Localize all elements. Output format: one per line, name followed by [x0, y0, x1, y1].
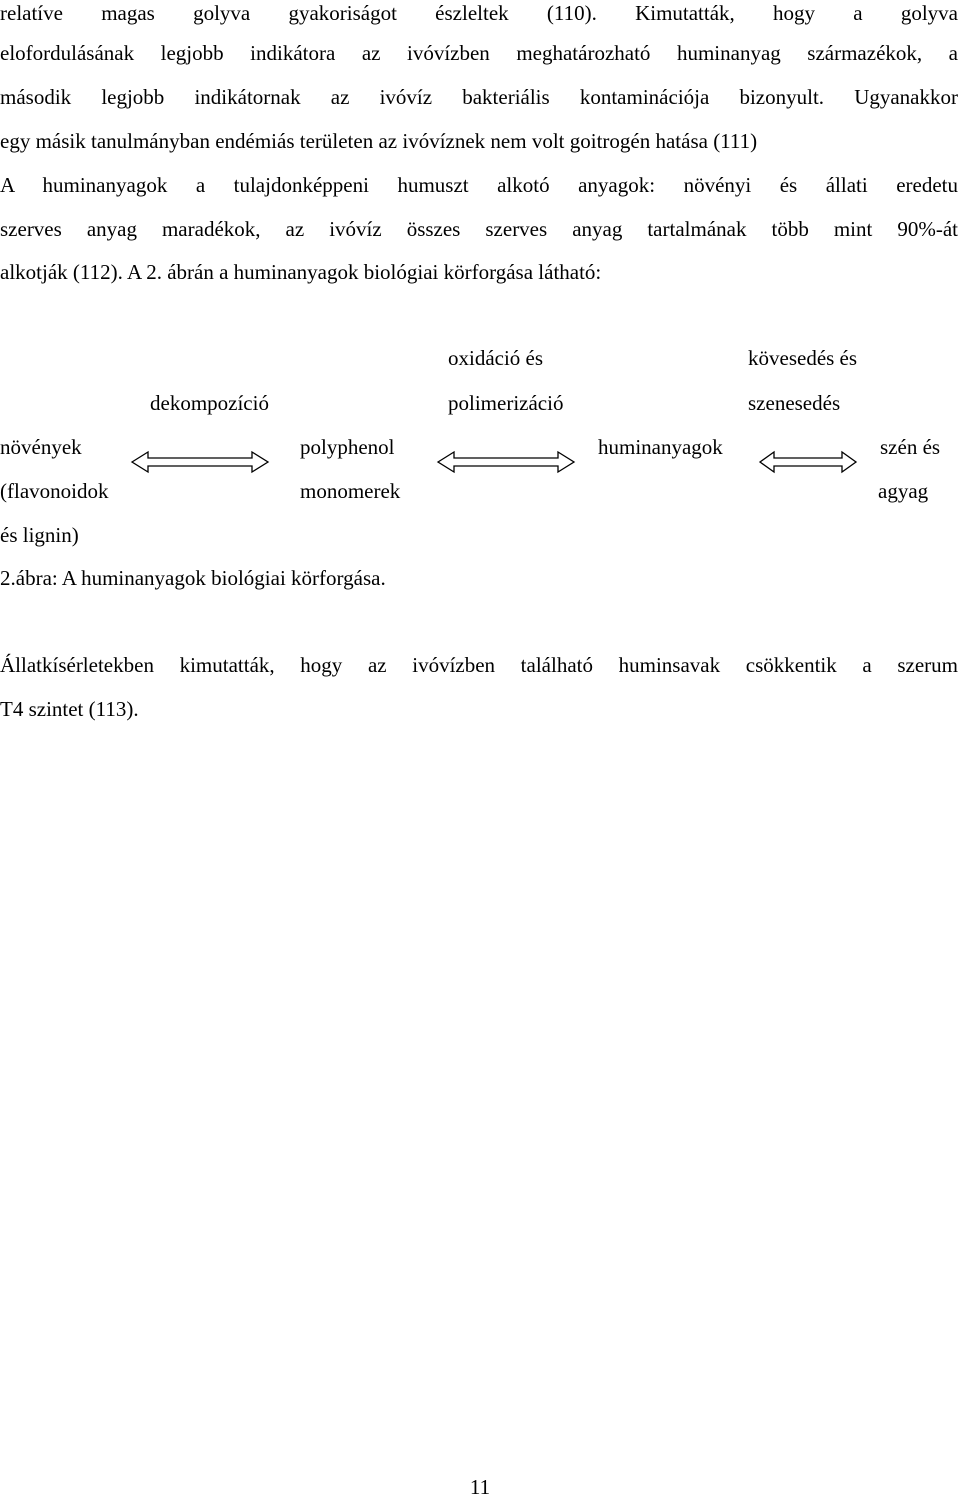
flavonoids-label: (flavonoidok [0, 479, 109, 503]
clay-label: agyag [878, 479, 929, 503]
text-line: második legjobb indikátornak az ivóvíz bakteriális kontaminációja bizonyult. Ugyanakkor [0, 85, 958, 109]
text-line: elofordulásának legjobb indikátora az ivóvízben meghatározható huminanyag származékok, a [0, 41, 958, 65]
double-arrow-icon [436, 449, 576, 475]
monomers-label: monomerek [300, 479, 401, 503]
carbonization-label: szenesedés [748, 391, 841, 415]
polyphenol-label: polyphenol [300, 435, 395, 459]
double-arrow-icon [758, 449, 858, 475]
double-arrow-icon [130, 449, 270, 475]
polymerization-label: polimerizáció [448, 391, 564, 415]
fossilization-label: kövesedés és [748, 346, 858, 370]
plants-label: növények [0, 435, 82, 459]
lignin-label: és lignin) [0, 523, 79, 547]
oxidation-label: oxidáció és [448, 346, 544, 370]
text-line: egy másik tanulmányban endémiás területen az ivóvíznek nem volt goitrogén hatása (111) [0, 129, 758, 153]
text-line: T4 szintet (113). [0, 697, 139, 721]
coal-label: szén és [880, 435, 941, 459]
figure-caption: 2.ábra: A huminanyagok biológiai körforgása. [0, 566, 386, 590]
page-number: 11 [469, 1475, 491, 1499]
decomposition-label: dekompozíció [150, 391, 269, 415]
text-line: szerves anyag maradékok, az ivóvíz összes szerves anyag tartalmának több mint 90%-át [0, 217, 958, 241]
humic-substances-label: huminanyagok [598, 435, 723, 459]
text-line: Állatkísérletekben kimutatták, hogy az ivóvízben található huminsavak csökkentik a szerum [0, 653, 958, 677]
text-line: A huminanyagok a tulajdonképpeni humuszt alkotó anyagok: növényi és állati eredetu [0, 173, 958, 197]
text-line: relatíve magas golyva gyakoriságot észleltek (110). Kimutatták, hogy a golyva [0, 1, 958, 25]
text-line: alkotják (112). A 2. ábrán a huminanyagok biológiai körforgása látható: [0, 260, 602, 284]
